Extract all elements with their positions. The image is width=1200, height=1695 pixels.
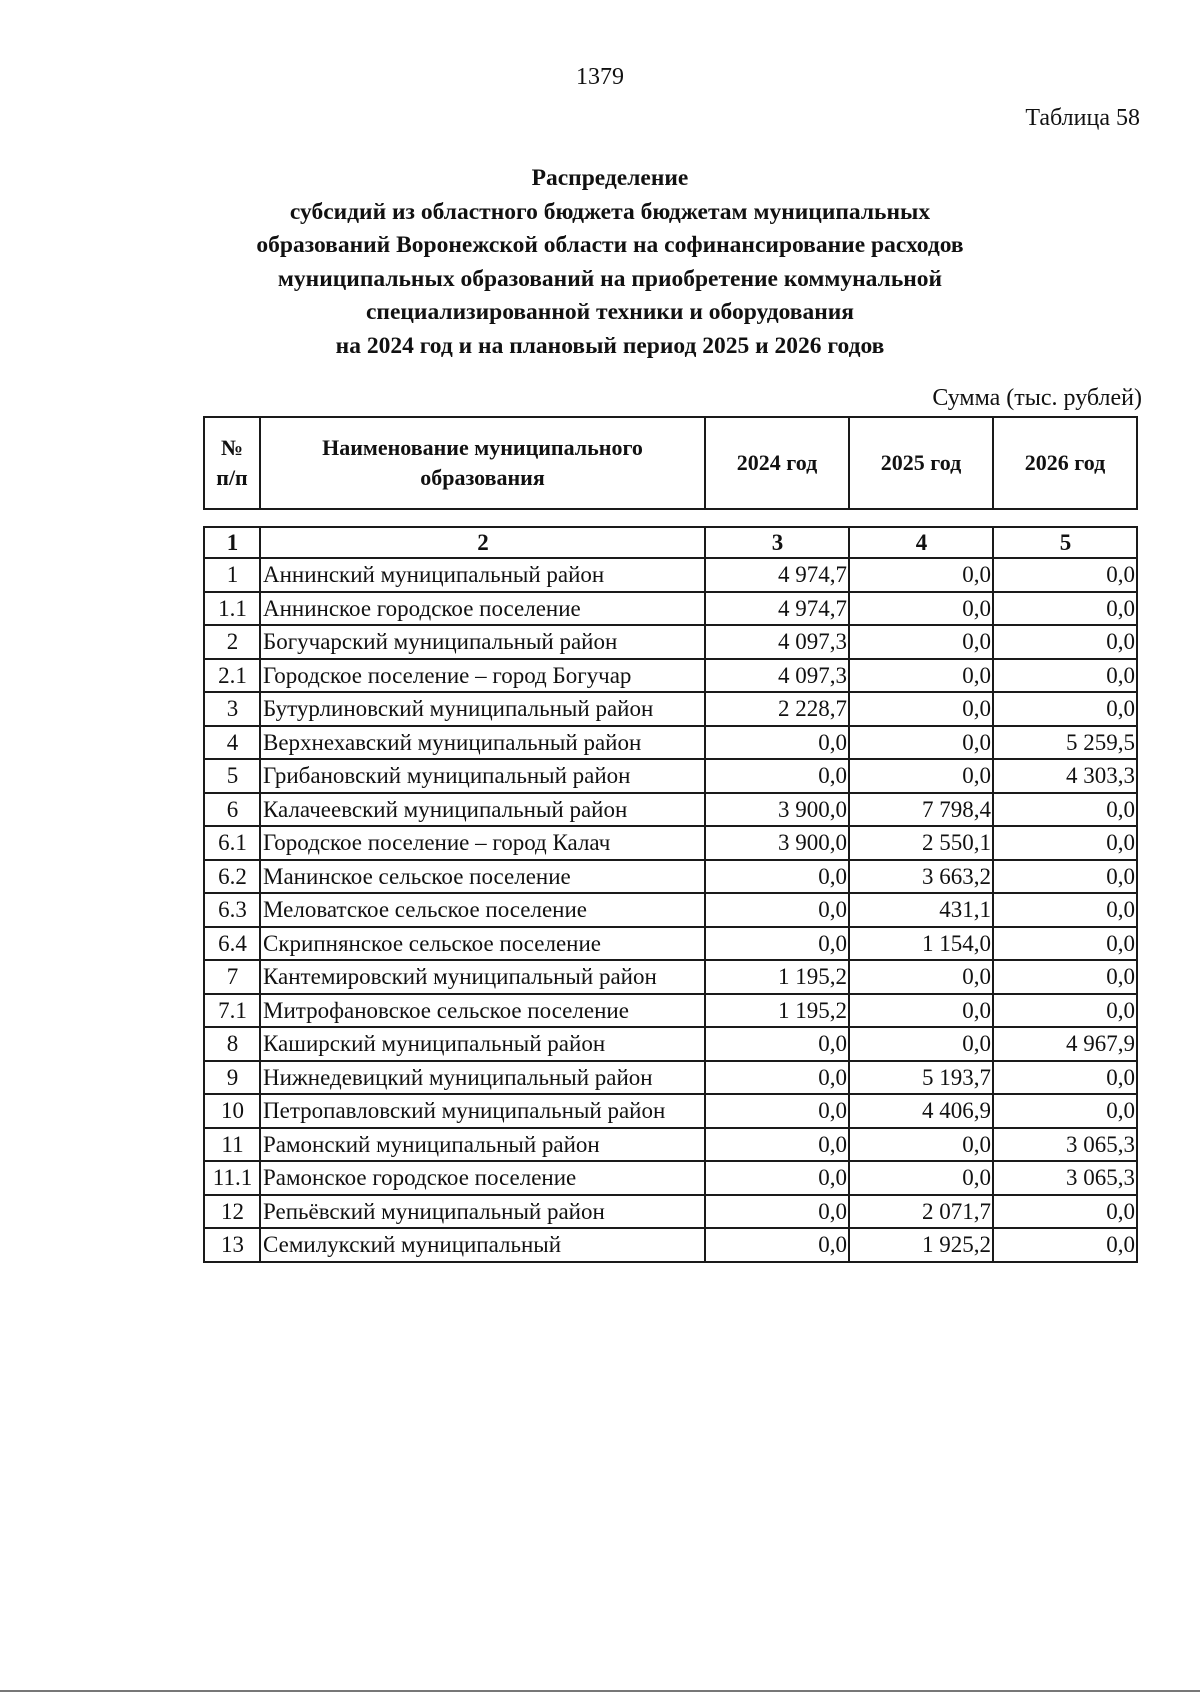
value-2026: 0,0 [993,1228,1137,1262]
municipality-name: Калачеевский муниципальный район [260,793,705,827]
table-row [204,1228,1137,1262]
row-number: 11 [204,1128,260,1162]
value-2025: 0,0 [849,625,993,659]
row-number: 6.4 [204,927,260,961]
value-2026: 0,0 [993,994,1137,1028]
value-2025: 0,0 [849,692,993,726]
value-2026: 0,0 [993,927,1137,961]
document-title [180,162,1040,363]
value-2024: 4 097,3 [705,625,849,659]
value-2024: 0,0 [705,1027,849,1061]
value-2025: 0,0 [849,1128,993,1162]
value-2026: 3 065,3 [993,1161,1137,1195]
header-2026: 2026 год [993,417,1137,509]
value-2025: 0,0 [849,659,993,693]
table-row [204,1161,1137,1195]
value-2026: 4 303,3 [993,759,1137,793]
title-line: субсидий из областного бюджета бюджетам муниципальных [289,198,931,225]
value-2024: 2 228,7 [705,692,849,726]
municipality-name: Богучарский муниципальный район [260,625,705,659]
table-row [204,659,1137,693]
table-row [204,558,1137,592]
municipality-name: Меловатское сельское поселение [260,893,705,927]
table-row [204,1094,1137,1128]
row-number: 7 [204,960,260,994]
row-number: 6.2 [204,860,260,894]
municipality-name: Бутурлиновский муниципальный район [260,692,705,726]
table-row [204,625,1137,659]
value-2024: 0,0 [705,1195,849,1229]
value-2024: 0,0 [705,893,849,927]
row-number: 8 [204,1027,260,1061]
table-row [204,893,1137,927]
value-2026: 0,0 [993,826,1137,860]
value-2024: 0,0 [705,860,849,894]
title-line: муниципальных образований на приобретение коммунальной [277,265,943,292]
value-2026: 0,0 [993,793,1137,827]
header-number: № п/п [204,417,260,509]
value-2026: 0,0 [993,592,1137,626]
column-number-row [204,527,1137,558]
value-2024: 0,0 [705,726,849,760]
municipality-name: Кантемировский муниципальный район [260,960,705,994]
value-2026: 3 065,3 [993,1128,1137,1162]
value-2025: 2 071,7 [849,1195,993,1229]
column-number: 4 [849,527,993,558]
column-number: 2 [260,527,705,558]
value-2024: 1 195,2 [705,960,849,994]
header-row [204,417,1137,509]
subsidy-table [203,526,1138,1263]
units-note: Сумма (тыс. рублей) [932,385,1142,411]
row-number: 11.1 [204,1161,260,1195]
value-2024: 0,0 [705,1161,849,1195]
row-number: 9 [204,1061,260,1095]
column-number: 1 [204,527,260,558]
municipality-name: Репьёвский муниципальный район [260,1195,705,1229]
municipality-name: Аннинский муниципальный район [260,558,705,592]
row-number: 6 [204,793,260,827]
value-2025: 0,0 [849,726,993,760]
column-number: 5 [993,527,1137,558]
value-2026: 0,0 [993,1195,1137,1229]
municipality-name: Верхнехавский муниципальный район [260,726,705,760]
column-number: 3 [705,527,849,558]
table-row [204,826,1137,860]
municipality-name: Грибановский муниципальный район [260,759,705,793]
table-row [204,1061,1137,1095]
row-number: 5 [204,759,260,793]
municipality-name: Аннинское городское поселение [260,592,705,626]
row-number: 7.1 [204,994,260,1028]
value-2025: 4 406,9 [849,1094,993,1128]
header-2024: 2024 год [705,417,849,509]
row-number: 13 [204,1228,260,1262]
table-row [204,994,1137,1028]
value-2025: 0,0 [849,592,993,626]
municipality-name: Семилукский муниципальный [260,1228,705,1262]
row-number: 3 [204,692,260,726]
row-number: 6.1 [204,826,260,860]
value-2025: 0,0 [849,759,993,793]
value-2025: 0,0 [849,1161,993,1195]
header-name: Наименование муниципального образования [260,417,705,509]
table-row [204,1128,1137,1162]
value-2024: 4 974,7 [705,592,849,626]
title-line: на 2024 год и на плановый период 2025 и 2026 годов [335,332,885,359]
value-2025: 0,0 [849,960,993,994]
value-2024: 0,0 [705,1228,849,1262]
municipality-name: Рамонский муниципальный район [260,1128,705,1162]
page-bottom-rule [0,1690,1200,1692]
value-2024: 3 900,0 [705,793,849,827]
title-line: Распределение [531,165,689,191]
table-row [204,860,1137,894]
value-2025: 0,0 [849,994,993,1028]
municipality-name: Скрипнянское сельское поселение [260,927,705,961]
row-number: 12 [204,1195,260,1229]
value-2024: 0,0 [705,759,849,793]
value-2024: 4 097,3 [705,659,849,693]
value-2026: 0,0 [993,893,1137,927]
value-2025: 1 154,0 [849,927,993,961]
municipality-name: Манинское сельское поселение [260,860,705,894]
title-line: образований Воронежской области на софинансирование расходов [256,232,964,258]
value-2024: 0,0 [705,1128,849,1162]
value-2025: 7 798,4 [849,793,993,827]
table-row [204,1195,1137,1229]
row-number: 6.3 [204,893,260,927]
table-row [204,1027,1137,1061]
row-number: 2 [204,625,260,659]
value-2024: 4 974,7 [705,558,849,592]
value-2024: 1 195,2 [705,994,849,1028]
table-row [204,726,1137,760]
municipality-name: Митрофановское сельское поселение [260,994,705,1028]
table-row [204,692,1137,726]
municipality-name: Городское поселение – город Калач [260,826,705,860]
value-2024: 0,0 [705,1094,849,1128]
value-2026: 0,0 [993,1061,1137,1095]
value-2024: 3 900,0 [705,826,849,860]
value-2025: 2 550,1 [849,826,993,860]
value-2025: 3 663,2 [849,860,993,894]
value-2026: 0,0 [993,625,1137,659]
value-2026: 5 259,5 [993,726,1137,760]
value-2025: 0,0 [849,1027,993,1061]
table-row [204,793,1137,827]
row-number: 1.1 [204,592,260,626]
value-2024: 0,0 [705,1061,849,1095]
value-2026: 0,0 [993,558,1137,592]
table-row [204,759,1137,793]
municipality-name: Каширский муниципальный район [260,1027,705,1061]
table-row [204,592,1137,626]
municipality-name: Нижнедевицкий муниципальный район [260,1061,705,1095]
row-number: 2.1 [204,659,260,693]
value-2025: 1 925,2 [849,1228,993,1262]
table-label: Таблица 58 [1025,105,1140,131]
municipality-name: Петропавловский муниципальный район [260,1094,705,1128]
row-number: 1 [204,558,260,592]
value-2026: 0,0 [993,692,1137,726]
page-number: 1379 [576,64,624,90]
municipality-name: Рамонское городское поселение [260,1161,705,1195]
value-2025: 0,0 [849,558,993,592]
value-2026: 4 967,9 [993,1027,1137,1061]
header-2025: 2025 год [849,417,993,509]
value-2026: 0,0 [993,860,1137,894]
table-row [204,927,1137,961]
row-number: 10 [204,1094,260,1128]
table-row [204,960,1137,994]
value-2025: 5 193,7 [849,1061,993,1095]
municipality-name: Городское поселение – город Богучар [260,659,705,693]
table-header [203,416,1138,510]
value-2026: 0,0 [993,960,1137,994]
value-2026: 0,0 [993,1094,1137,1128]
value-2025: 431,1 [849,893,993,927]
title-line: специализированной техники и оборудования [365,299,855,325]
row-number: 4 [204,726,260,760]
value-2026: 0,0 [993,659,1137,693]
value-2024: 0,0 [705,927,849,961]
